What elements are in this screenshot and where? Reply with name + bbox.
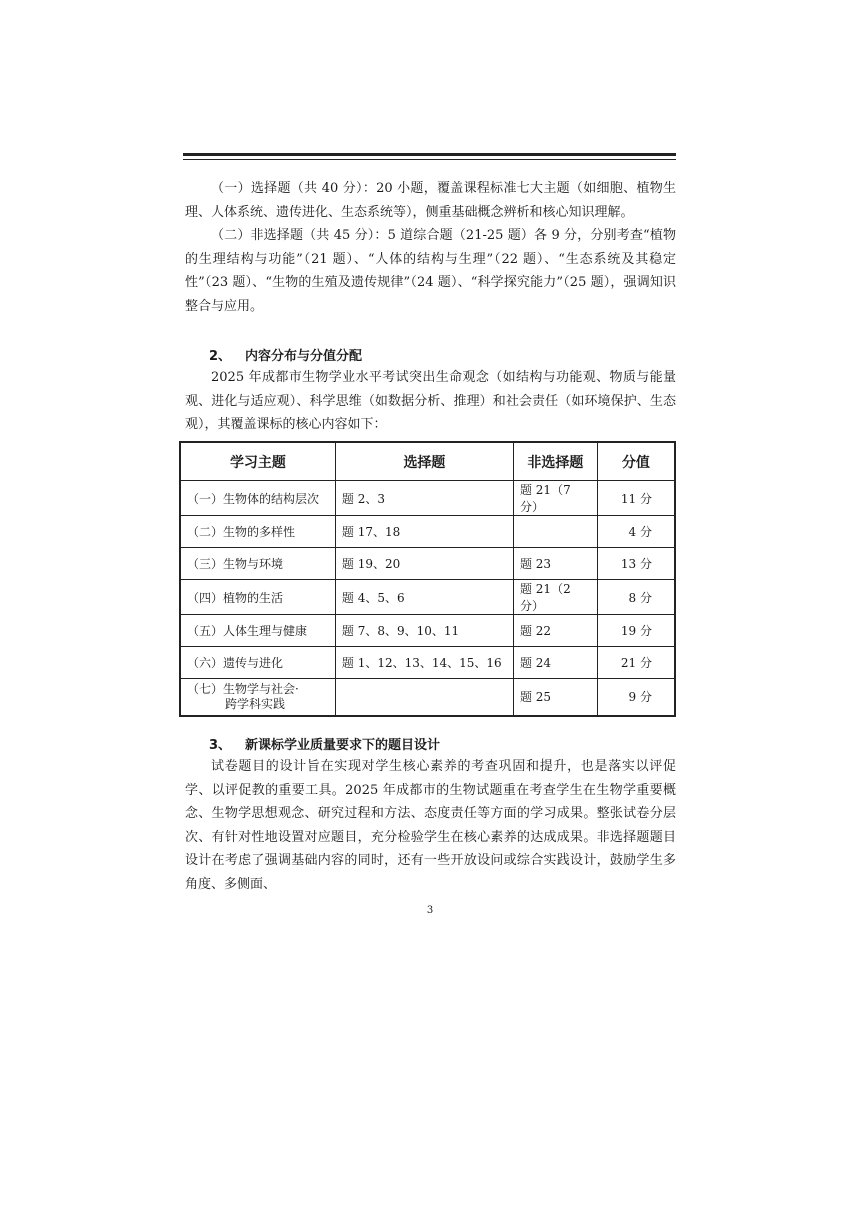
- cell-multiple-choice: 题 1、12、13、14、15、16: [335, 647, 513, 679]
- section-number: 3、: [209, 738, 232, 753]
- cell-score: 11 分: [597, 481, 675, 516]
- cell-score: 19 分: [597, 615, 675, 647]
- cell-topic: （五）人体生理与健康: [180, 615, 335, 647]
- cell-non-multiple-choice: [513, 516, 597, 548]
- cell-score: 4 分: [597, 516, 675, 548]
- cell-non-multiple-choice: 题 25: [513, 679, 597, 717]
- table-row: [180, 516, 675, 548]
- cell-non-multiple-choice: 题 21（7 分）: [513, 481, 597, 516]
- header-rule-thin: [183, 159, 676, 160]
- table-row: [180, 580, 675, 615]
- cell-topic-line2: 跨学科实践: [225, 697, 286, 711]
- section-title: 内容分布与分值分配: [245, 349, 363, 364]
- paragraph-question-design: 试卷题目的设计旨在实现对学生核心素养的考查巩固和提升，也是落实以评促学、以评促教的重要工具。2025 年成都市的生物试题重在考查学生在生物学重要概念、生物学思想观念、研究过程和方法、态度责任等方面的学习成果。整张试卷分层次、有针对性地设置对应题目，充分检验学生在核心素养的达成成果。非选择题题目设计在考虑了强调基础内容的同时，还有一些开放设问或综合实践设计，鼓励学生多角度、多侧面、: [185, 759, 676, 892]
- table-row: [180, 548, 675, 580]
- cell-score: 13 分: [597, 548, 675, 580]
- cell-non-multiple-choice: 题 23: [513, 548, 597, 580]
- section-title: 新课标学业质量要求下的题目设计: [245, 738, 441, 753]
- cell-multiple-choice: [335, 679, 513, 717]
- cell-non-multiple-choice: 题 24: [513, 647, 597, 679]
- section-number: 2、: [209, 349, 232, 364]
- cell-multiple-choice: 题 17、18: [335, 516, 513, 548]
- page-number: 3: [426, 905, 434, 916]
- cell-topic: （三）生物与环境: [180, 548, 335, 580]
- table-row: [180, 679, 675, 717]
- header-topic: 学习主题: [180, 442, 335, 481]
- table-row: [180, 481, 675, 516]
- cell-multiple-choice: 题 4、5、6: [335, 580, 513, 615]
- cell-topic-line1: （七）生物学与社会·: [187, 682, 299, 696]
- section-heading-3: [209, 734, 440, 753]
- cell-multiple-choice: 题 2、3: [335, 481, 513, 516]
- cell-topic: （一）生物体的结构层次: [180, 481, 335, 516]
- cell-topic: （二）生物的多样性: [180, 516, 335, 548]
- cell-topic: （六）遗传与进化: [180, 647, 335, 679]
- paragraph-multiple-choice: （一）选择题（共 40 分）：20 小题，覆盖课程标准七大主题（如细胞、植物生理、人体系统、遗传进化、生态系统等），侧重基础概念辨析和核心知识理解。: [185, 181, 676, 220]
- header-rule-thick: [183, 153, 676, 156]
- section-heading-2: [209, 345, 362, 364]
- paragraph-non-multiple-choice: （二）非选择题（共 45 分）：5 道综合题（21-25 题）各 9 分，分别考查“植物的生理结构与功能”（21 题）、“人体的结构与生理”（22 题）、“生态系统及其稳定性”（23 题）、“生物的生殖及遗传规律”（24 题）、“科学探究能力”（25 题），强调知识整合与应用。: [185, 228, 676, 314]
- cell-multiple-choice: 题 7、8、9、10、11: [335, 615, 513, 647]
- header-score: 分值: [597, 442, 675, 481]
- header-non-multiple-choice: 非选择题: [513, 442, 597, 481]
- content-distribution-table: [179, 441, 676, 717]
- cell-score: 9 分: [597, 679, 675, 717]
- cell-score: 21 分: [597, 647, 675, 679]
- cell-non-multiple-choice: 题 21（2 分）: [513, 580, 597, 615]
- table-header-row: [180, 442, 675, 481]
- header-multiple-choice: 选择题: [335, 442, 513, 481]
- cell-topic: [180, 679, 335, 717]
- cell-topic: （四）植物的生活: [180, 580, 335, 615]
- cell-score: 8 分: [597, 580, 675, 615]
- cell-multiple-choice: 题 19、20: [335, 548, 513, 580]
- cell-non-multiple-choice: 题 22: [513, 615, 597, 647]
- table-row: [180, 615, 675, 647]
- paragraph-content-intro: 2025 年成都市生物学业水平考试突出生命观念（如结构与功能观、物质与能量观、进化与适应观）、科学思维（如数据分析、推理）和社会责任（如环境保护、生态观），其覆盖课标的核心内容如下：: [185, 370, 676, 432]
- table-row: [180, 647, 675, 679]
